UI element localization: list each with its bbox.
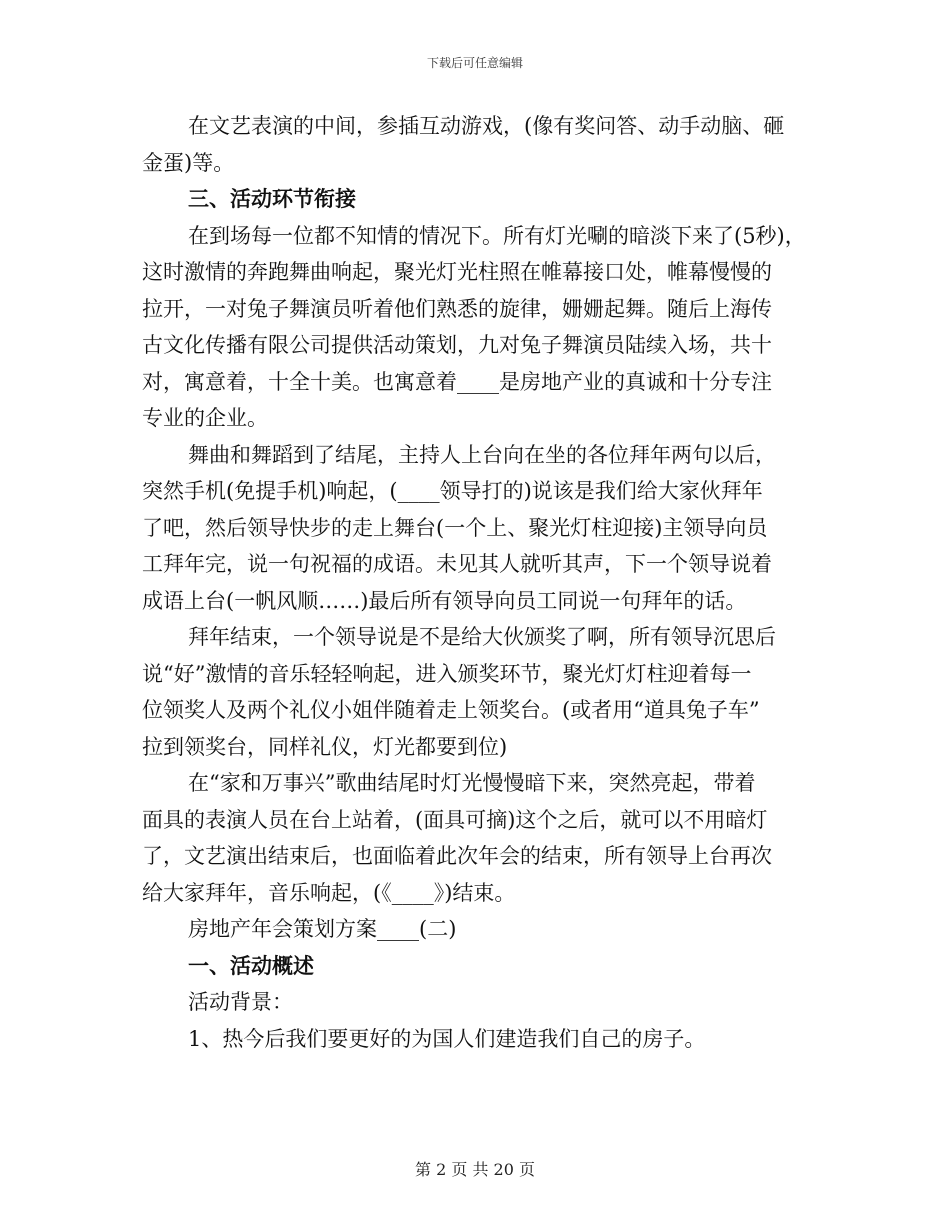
subsection-label: 活动背景： [188,990,293,1014]
paragraph-line: 专业的企业。 [142,406,268,430]
paragraph-line: 工拜年完，说一句祝福的成语。未见其人就听其声，下一个领导说着 [142,552,772,576]
section-heading: 一、活动概述 [188,953,314,978]
section-title: 房地产年会策划方案____(二) [188,917,457,941]
document-body [142,108,814,1057]
paragraph-line: 拉开，一对兔子舞演员听着他们熟悉的旋律，姗姗起舞。随后上海传 [142,296,772,321]
paragraph-line: 在到场每一位都不知情的情况下。所有灯光唰的暗淡下来了(5秒)， [188,223,806,248]
paragraph-line: 拜年结束，一个领导说是不是给大伙颁奖了啊，所有领导沉思后 [188,625,776,649]
numbered-item: 1、热今后我们要更好的为国人们建造我们自己的房子。 [188,1026,706,1051]
paragraph-line: 成语上台(一帆风顺……)最后所有领导向员工同说一句拜年的话。 [142,588,747,613]
paragraph-line: 说“好”激情的音乐轻轻响起，进入颁奖环节，聚光灯灯柱迎着每一 [142,661,752,686]
paragraph-line: 面具的表演人员在台上站着，(面具可摘)这个之后，就可以不用暗灯 [142,807,768,832]
paragraph-line: 给大家拜年，音乐响起，(《____》)结束。 [142,880,516,905]
paragraph-line: 突然手机(免提手机)响起，(____领导打的)说该是我们给大家伙拜年 [142,479,763,503]
paragraph-line: 了吧，然后领导快步的走上舞台(一个上、聚光灯柱迎接)主领导向员 [142,515,768,540]
page-number: 第 2 页 共 20 页 [415,1160,535,1179]
paragraph-line: 了，文艺演出结束后，也面临着此次年会的结束，所有领导上台再次 [142,844,772,868]
paragraph-line: 在“家和万事兴”歌曲结尾时灯光慢慢暗下来，突然亮起，带着 [188,771,756,795]
paragraph-line: 对，寓意着，十全十美。也寓意着____是房地产业的真诚和十分专注 [142,369,772,394]
paragraph-line: 在文艺表演的中间，参插互动游戏，(像有奖问答、动手动脑、砸 [188,114,785,138]
paragraph-line: 舞曲和舞蹈到了结尾，主持人上台向在坐的各位拜年两句以后， [188,442,776,467]
paragraph-line: 古文化传播有限公司提供活动策划，九对兔子舞演员陆续入场，共十 [142,333,772,357]
paragraph-line: 位领奖人及两个礼仪小姐伴随着走上领奖台。(或者用“道具兔子车” [142,698,760,722]
page-header: 下载后可任意编辑 [426,56,523,70]
section-heading: 三、活动环节衔接 [188,187,356,211]
paragraph-line: 金蛋)等。 [142,150,235,175]
paragraph-line: 这时激情的奔跑舞曲响起，聚光灯光柱照在帷幕接口处，帷幕慢慢的 [142,260,772,284]
paragraph-line: 拉到领奖台，同样礼仪，灯光都要到位) [142,734,508,759]
